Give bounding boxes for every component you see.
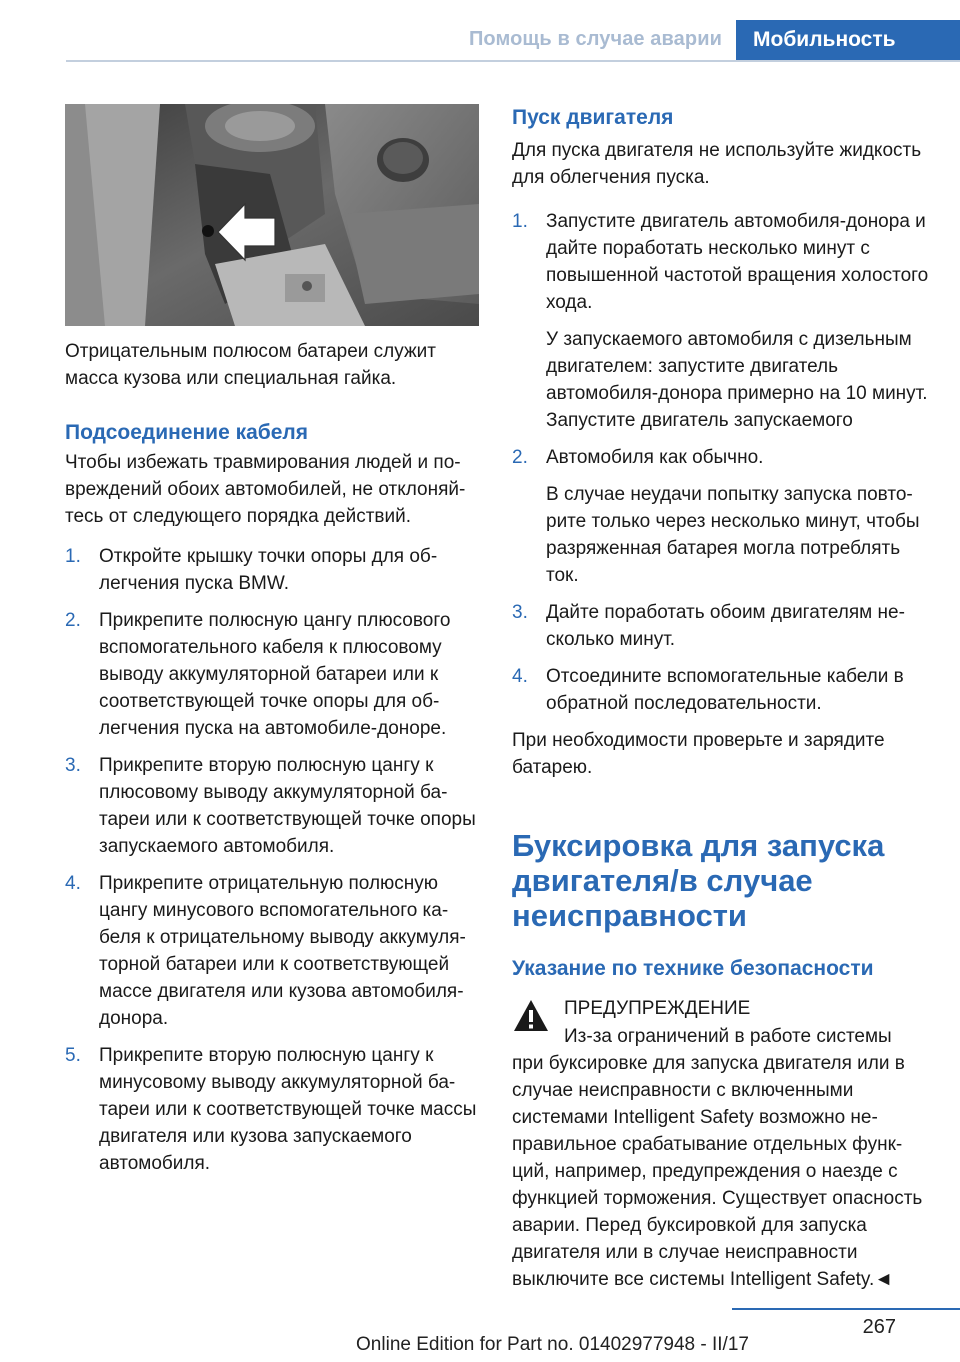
- step-number: 2.: [512, 447, 528, 468]
- after-start-text: При необходимости проверьте и зарядите батарею.: [512, 730, 885, 778]
- page-number: 267: [862, 1316, 896, 1338]
- safety-heading: Указание по технике безопасности: [512, 957, 874, 980]
- header-section-title: Помощь в случае аварии: [468, 28, 722, 50]
- header-rule: [66, 60, 960, 62]
- edition-text: Online Edition for Part no. 01402977948 - II/17: [356, 1334, 749, 1355]
- list-item: [65, 752, 477, 860]
- list-item: [65, 607, 477, 742]
- step-text: Прикрепите отрицательную полюсную цангу минусового вспомогательного кабеля к отрицательному выводу аккумуляторной батареи или к соответствующей массе двигателя или кузова автомобиля-донора.: [99, 873, 466, 1029]
- warning-text-first-line: Из-за ограничений в работе системы: [564, 1026, 892, 1047]
- step-text: Откройте крышку точки опоры для облегчения пуска BMW.: [99, 546, 438, 594]
- list-item: [65, 543, 477, 597]
- warning-label: ПРЕДУПРЕЖДЕНИЕ: [564, 998, 751, 1019]
- footer-rule: [732, 1308, 960, 1310]
- start-intro: Для пуска двигателя не используйте жидкость для облегчения пуска.: [512, 140, 922, 188]
- cable-steps-list: [65, 543, 477, 1177]
- warning-text-rest: при буксировке для запуска двигателя или в случае неисправности с включенными системами Intelligent Safety возможно неправильное срабатывание отдельных функций, например, предупреждения о наезде с функцией торможения. Существует опасность аварии. Перед буксировкой для запуска двигателя или в случае неисправности выключите все системы Intelligent Safety.◄: [512, 1053, 923, 1290]
- step-number: 1.: [65, 546, 81, 567]
- step-text: Прикрепите вторую полюсную цангу к плюсовому выводу аккумуляторной батареи или к соответствующей точке опоры запускаемого автомобиля.: [99, 755, 476, 857]
- step-number: 3.: [65, 755, 81, 776]
- warning-triangle-icon: [512, 997, 550, 1035]
- start-steps-list: [512, 208, 930, 717]
- list-item: [65, 870, 477, 1032]
- start-heading: Пуск двигателя: [512, 106, 674, 129]
- edition-footer: [0, 1334, 960, 1356]
- step-number: 5.: [65, 1045, 81, 1066]
- cable-intro: Чтобы избежать травмирования людей и повреждений обоих автомобилей, не отклоняйтесь от следующего порядка действий.: [65, 452, 466, 527]
- right-column: [512, 104, 930, 1293]
- left-column: [65, 104, 477, 1177]
- step-number: 3.: [512, 602, 528, 623]
- step-text: Дайте поработать обоим двигателям несколько минут.: [546, 602, 905, 650]
- warning-block: [512, 995, 930, 1293]
- step-number: 1.: [512, 211, 528, 232]
- step-extra-text: У запускаемого автомобиля с дизельным двигателем: запустите двигатель автомобиля-донора примерно на 10 минут. Запустите двигатель запускаемого: [546, 329, 928, 431]
- step-extra-text: В случае неудачи попытку запуска повторите только через несколько минут, чтобы разряженная батарея могла потреблять ток.: [546, 484, 920, 586]
- step-text: Отсоедините вспомогательные кабели в обратной последовательности.: [546, 666, 904, 714]
- step-text: Прикрепите полюсную цангу плюсового вспомогательного кабеля к плюсовому выводу аккумуляторной батареи или к соответствующей точке опоры для облегчения пуска на автомобиле-доноре.: [99, 610, 451, 739]
- list-item: [512, 599, 930, 653]
- engine-bay-photo: [65, 104, 479, 326]
- cable-heading: Подсоединение кабеля: [65, 421, 309, 444]
- step-number: 4.: [512, 666, 528, 687]
- list-item: [512, 663, 930, 717]
- step-text: Автомобиля как обычно.: [546, 447, 764, 468]
- warning-text: [512, 1023, 930, 1293]
- list-item: [65, 1042, 477, 1177]
- towing-heading: Буксировка для запуска двигателя/в случае неисправности: [512, 828, 885, 933]
- step-text: Запустите двигатель автомобиля-донора и дайте поработать несколько минут с повышенной частотой вращения холостого хода.: [546, 211, 929, 313]
- header-chapter-tab: Мобильность: [736, 20, 960, 62]
- list-item: [512, 444, 930, 589]
- step-number: 2.: [65, 610, 81, 631]
- step-number: 4.: [65, 873, 81, 894]
- step-text: Прикрепите вторую полюсную цангу к минусовому выводу аккумуляторной батареи или к соответствующей точке массы двигателя или кузова запускаемого автомобиля.: [99, 1045, 477, 1174]
- list-item: [512, 208, 930, 434]
- photo-caption: Отрицательным полюсом батареи служит масса кузова или специальная гайка.: [65, 341, 436, 389]
